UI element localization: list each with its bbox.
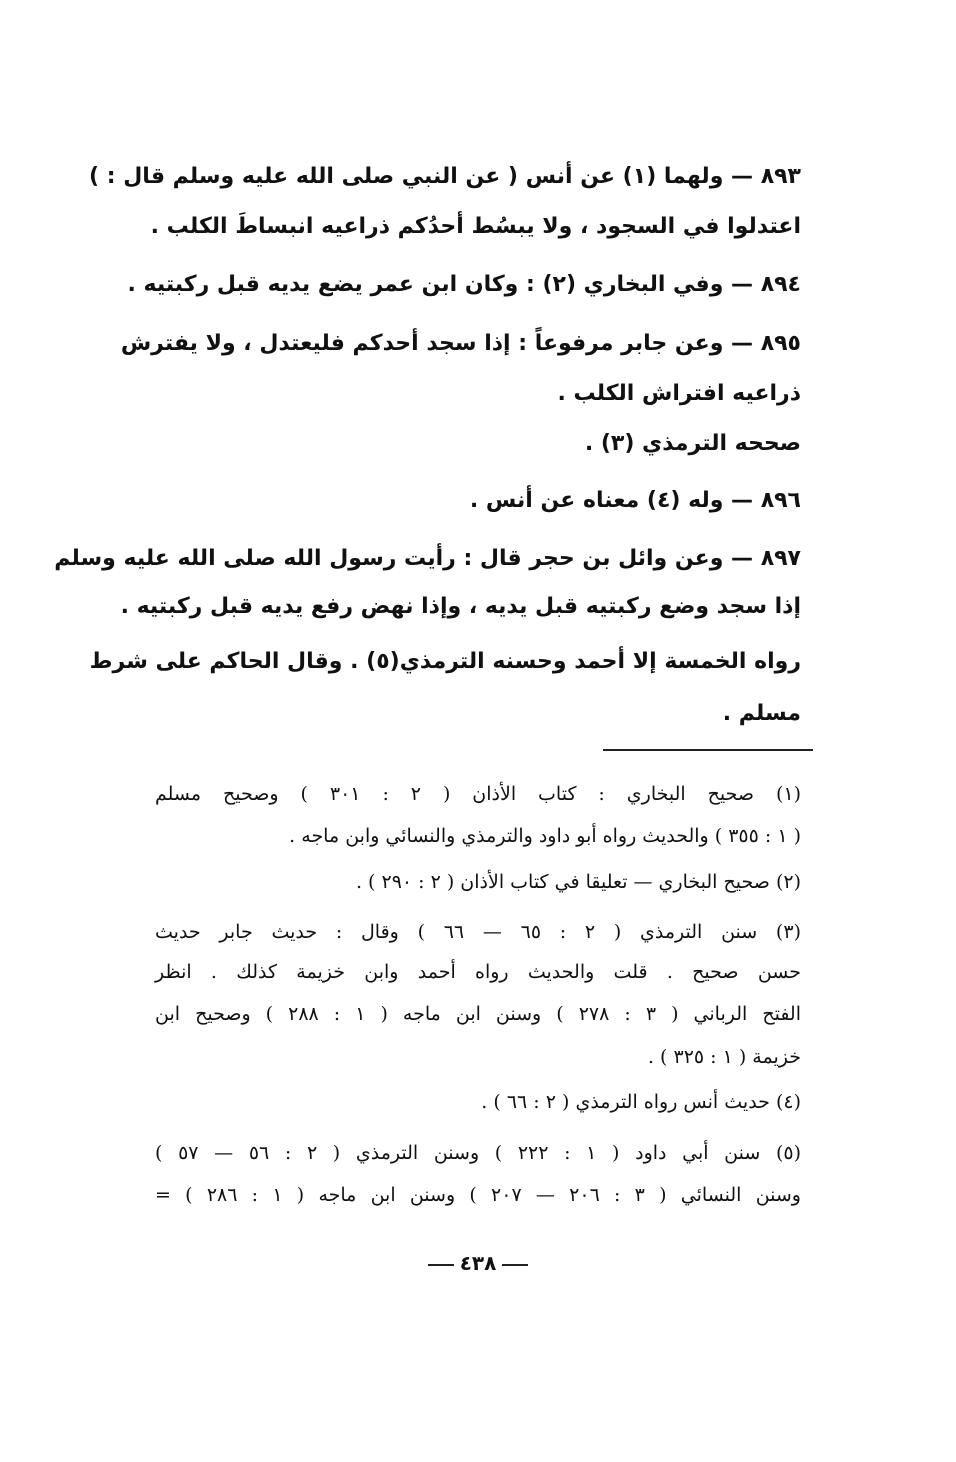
footnote-2: (٢) صحيح البخاري — تعليقا في كتاب الأذان ( ٢ : ٢٩٠ ) . <box>355 871 801 893</box>
footnote-separator <box>603 749 813 751</box>
hadith-895-line-1: ٨٩٥ — وعن جابر مرفوعاً : إذا سجد أحدكم فليعتدل ، ولا يفترش <box>120 331 801 356</box>
footnote-5-line-2: وسنن النسائي ( ٣ : ٢٠٦ — ٢٠٧ ) وسنن ابن ماجه ( ١ : ٢٨٦ ) = <box>155 1184 801 1206</box>
footnote-3-line-3: الفتح الرباني ( ٣ : ٢٧٨ ) وسنن ابن ماجه ( ١ : ٢٨٨ ) وصحيح ابن <box>155 1003 801 1025</box>
hadith-894: ٨٩٤ — وفي البخاري (٢) : وكان ابن عمر يضع يديه قبل ركبتيه . <box>127 272 801 297</box>
hadith-896: ٨٩٦ — وله (٤) معناه عن أنس . <box>469 488 801 513</box>
page-number-dash-left <box>428 1264 454 1266</box>
page-number-dash-right <box>502 1264 528 1266</box>
hadith-897-line-2: إذا سجد وضع ركبتيه قبل يديه ، وإذا نهض رفع يديه قبل ركبتيه . <box>120 594 801 619</box>
footnote-5-line-1: (٥) سنن أبي داود ( ١ : ٢٢٢ ) وسنن الترمذي ( ٢ : ٥٦ — ٥٧ ) <box>155 1142 802 1164</box>
hadith-895-line-2: ذراعيه افتراش الكلب . <box>557 381 801 406</box>
page-number-value: ٤٣٨ <box>459 1251 497 1275</box>
footnote-3-line-4: خزيمة ( ١ : ٣٢٥ ) . <box>647 1046 801 1068</box>
footnote-3-line-2: حسن صحيح . قلت والحديث رواه أحمد وابن خزيمة كذلك . انظر <box>155 961 801 983</box>
footnote-4: (٤) حديث أنس رواه الترمذي ( ٢ : ٦٦ ) . <box>481 1091 801 1113</box>
page-number <box>0 1248 956 1278</box>
hadith-895-grading: صححه الترمذي (٣) . <box>584 431 801 456</box>
footnote-1-line-2: ( ١ : ٣٥٥ ) والحديث رواه أبو داود والترمذي والنسائي وابن ماجه . <box>289 825 801 847</box>
footnote-1-line-1: (١) صحيح البخاري : كتاب الأذان ( ٢ : ٣٠١ ) وصحيح مسلم <box>155 783 801 805</box>
hadith-897-source-line-1: رواه الخمسة إلا أحمد وحسنه الترمذي(٥) . وقال الحاكم على شرط <box>89 649 801 674</box>
hadith-893-line-1: ٨٩٣ — ولهما (١) عن أنس ( عن النبي صلى الله عليه وسلم قال : ) <box>89 164 801 189</box>
hadith-897-source-line-2: مسلم . <box>722 701 801 726</box>
footnote-3-line-1: (٣) سنن الترمذي ( ٢ : ٦٥ — ٦٦ ) وقال : حديث جابر حديث <box>155 921 801 943</box>
hadith-893-line-2: اعتدلوا في السجود ، ولا يبسُط أحدُكم ذراعيه انبساطَ الكلب . <box>150 214 801 239</box>
hadith-897-line-1: ٨٩٧ — وعن وائل بن حجر قال : رأيت رسول الله صلى الله عليه وسلم <box>54 546 801 571</box>
